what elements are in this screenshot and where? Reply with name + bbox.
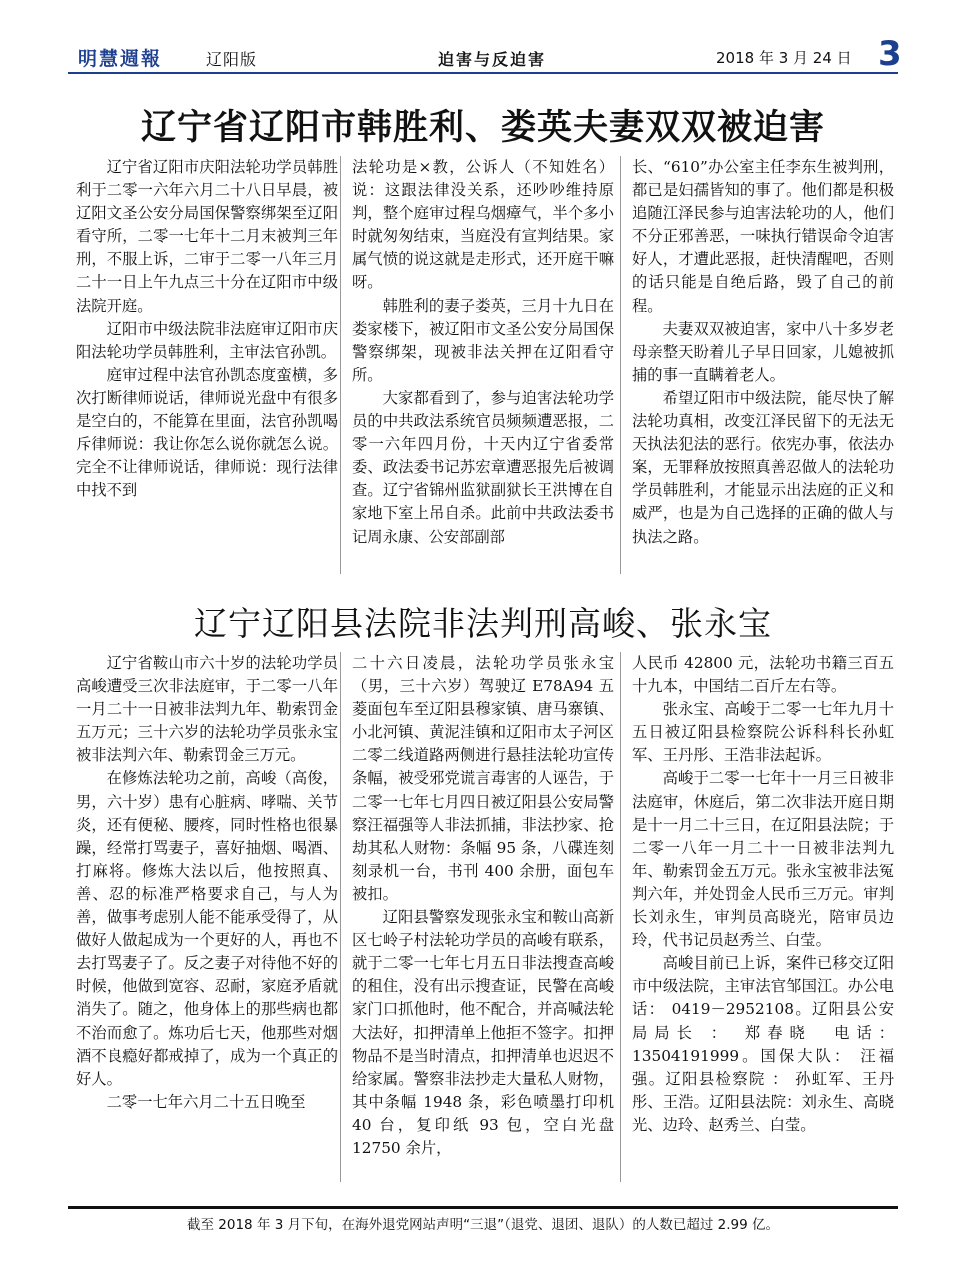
column-divider bbox=[340, 652, 341, 1182]
paragraph: 高峻目前已上诉，案件已移交辽阳市中级法院，主审法官邹国江。办公电话： 0419－2952108。辽阳县公安局局长 ： 郑春晓 电话：13504191999。国保大队： 汪福强。辽阳县检察院 ： 孙虹军、王丹彤、王浩。辽阳县法院：刘永生、高晓光、边玲、赵秀兰、白莹。 bbox=[632, 954, 894, 1134]
paragraph: 辽阳市中级法院非法庭审辽阳市庆阳法轮功学员韩胜利，主审法官孙凯。 bbox=[76, 319, 338, 361]
paragraph: 希望辽阳市中级法院，能尽快了解法轮功真相，改变江泽民留下的无法无天执法犯法的恶行。依宪办事，依法办案，无罪释放按照真善忍做人的法轮功学员韩胜利，才能显示出法庭的正义和威严，也是为自己选择的正确的做人与执法之路。 bbox=[632, 388, 894, 546]
column-divider bbox=[340, 156, 341, 574]
article1-title: 辽宁省辽阳市韩胜利、娄英夫妻双双被迫害 bbox=[140, 108, 825, 148]
paragraph: 二十六日凌晨，法轮功学员张永宝（男，三十六岁）驾驶辽 E78A94 五菱面包车至辽阳县穆家镇、唐马寨镇、小北河镇、黄泥洼镇和辽阳市太子河区二零二线道路两侧进行悬挂法轮功宣传条幅，被受邪党谎言毒害的人诬告，于二零一七年七月四日被辽阳县公安局警察汪福强等人非法抓捕，非法抄家、抢劫其私人财物：条幅 95 条，八碟连刻刻录机一台，书刊 400 余册，面包车被扣。 bbox=[352, 654, 614, 903]
article2-title: 辽宁辽阳县法院非法判刑高峻、张永宝 bbox=[194, 604, 772, 643]
paragraph: 在修炼法轮功之前，高峻（高俊，男，六十岁）患有心脏病、哮喘、关节炎，还有便秘、腰疼，同时性格也很暴躁，经常打骂妻子，喜好抽烟、喝酒、打麻将。修炼大法以后，他按照真、善、忍的标准严格要求自己，与人为善，做事考虑别人能不能承受得了，从做好人做起成为一个更好的人，再也不去打骂妻子了。反之妻子对待他不好的时候，他做到宽容、忍耐，家庭矛盾就消失了。随之，他身体上的那些病也都不治而愈了。炼功后七天，他那些对烟酒不良瘾好都戒掉了，成为一个真正的好人。 bbox=[76, 769, 338, 1088]
paragraph: 张永宝、高峻于二零一七年九月十五日被辽阳县检察院公诉科科长孙虹军、王丹彤、王浩非法起诉。 bbox=[632, 700, 894, 765]
paragraph: 韩胜利的妻子娄英，三月十九日在娄家楼下，被辽阳市文圣公安分局国保警察绑架，现被非法关押在辽阳看守所。 bbox=[352, 296, 614, 384]
paragraph: 辽宁省鞍山市六十岁的法轮功学员高峻遭受三次非法庭审，于二零一八年一月二十一日被非法判九年、勒索罚金五万元；三十六岁的法轮功学员张永宝被非法判六年、勒索罚金三万元。 bbox=[76, 654, 338, 765]
paragraph: 人民币 42800 元，法轮功书籍三百五十九本，中国结二百斤左右等。 bbox=[632, 654, 894, 696]
column-divider bbox=[620, 156, 621, 574]
paragraph: 高峻于二零一七年十一月三日被非法庭审，休庭后，第二次非法开庭日期是十一月二十三日，在辽阳县法院；于二零一八年一月二十一日被非法判九年、勒索罚金五万元。张永宝被非法冤判六年，并处罚金人民币三万元。审判长刘永生，审判员高晓光，陪审员边玲，代书记员赵秀兰、白莹。 bbox=[632, 769, 894, 950]
paragraph: 二零一七年六月二十五日晚至 bbox=[106, 1092, 306, 1111]
edition-label: 辽阳版 bbox=[206, 50, 258, 69]
paragraph: 辽阳县警察发现张永宝和鞍山高新区七岭子村法轮功学员的高峻有联系，就于二零一七年七月五日非法搜查高峻的租住，没有出示搜查证，民警在高峻家门口抓他时，他不配合，并高喊法轮大法好，扣押清单上他拒不签字。扣押物品不是当时清点，扣押清单也迟迟不给家属。警察非法抄走大量私人财物，其中条幅 1948 条，彩色喷墨打印机 40 台，复印纸 93 包，空白光盘 12750 余片， bbox=[352, 908, 614, 1157]
issue-date: 2018 年 3 月 24 日 bbox=[716, 49, 852, 67]
paragraph: 法轮功是×教，公诉人（不知姓名）说：这跟法律没关系，还吵吵维持原判，整个庭审过程乌烟瘴气，半个多小时就匆匆结束，当庭没有宣判结果。家属气愤的说这就是走形式，还开庭干嘛呀。 bbox=[352, 158, 614, 292]
article2-column-1 bbox=[76, 652, 338, 1114]
footer-note: 截至 2018 年 3 月下旬，在海外退党网站声明“三退”（退党、退团、退队）的人数已超过 2.99 亿。 bbox=[187, 1217, 779, 1233]
article2-column-3 bbox=[632, 652, 894, 1137]
section-title: 迫害与反迫害 bbox=[438, 50, 547, 69]
masthead: 明慧週報 bbox=[78, 48, 163, 70]
article2-column-2 bbox=[352, 652, 614, 1160]
paragraph: 辽宁省辽阳市庆阳法轮功学员韩胜利于二零一六年六月二十八日早晨，被辽阳文圣公安分局国保警察绑架至辽阳看守所，二零一七年十二月末被判三年刑，不服上诉，二审于二零一八年三月二十一日上午九点三十分在辽阳市中级法院开庭。 bbox=[76, 158, 338, 315]
paragraph: 庭审过程中法官孙凯态度蛮横，多次打断律师说话，律师说光盘中有很多是空白的，不能算在里面，法官孙凯喝斥律师说：我让你怎么说你就怎么说。完全不让律师说话，律师说：现行法律中找不到 bbox=[76, 365, 338, 500]
paragraph: 夫妻双双被迫害，家中八十多岁老母亲整天盼着儿子早日回家，儿媳被抓捕的事一直瞒着老人。 bbox=[632, 319, 894, 384]
footer-divider bbox=[68, 1206, 898, 1209]
page-header bbox=[68, 34, 902, 74]
article1-column-1 bbox=[76, 156, 338, 502]
paragraph: 大家都看到了，参与迫害法轮功学员的中共政法系统官员频频遭恶报，二零一六年四月份，十天内辽宁省委常委、政法委书记苏宏章遭恶报先后被调查。辽宁省锦州监狱副狱长王洪博在自家地下室上吊自杀。此前中共政法委书记周永康、公安部副部 bbox=[352, 388, 614, 546]
header-divider bbox=[68, 72, 898, 74]
article1-column-3 bbox=[632, 156, 894, 549]
paragraph: 长、“610”办公室主任李东生被判刑，都已是妇孺皆知的事了。他们都是积极追随江泽民参与迫害法轮功的人，他们不分正邪善恶，一味执行错误命令迫害好人，才遭此恶报，赶快清醒吧，否则的话只能是自绝后路，毁了自己的前程。 bbox=[632, 158, 894, 315]
article1-column-2 bbox=[352, 156, 614, 549]
page-number: 3 bbox=[878, 34, 902, 74]
column-divider bbox=[620, 652, 621, 1182]
